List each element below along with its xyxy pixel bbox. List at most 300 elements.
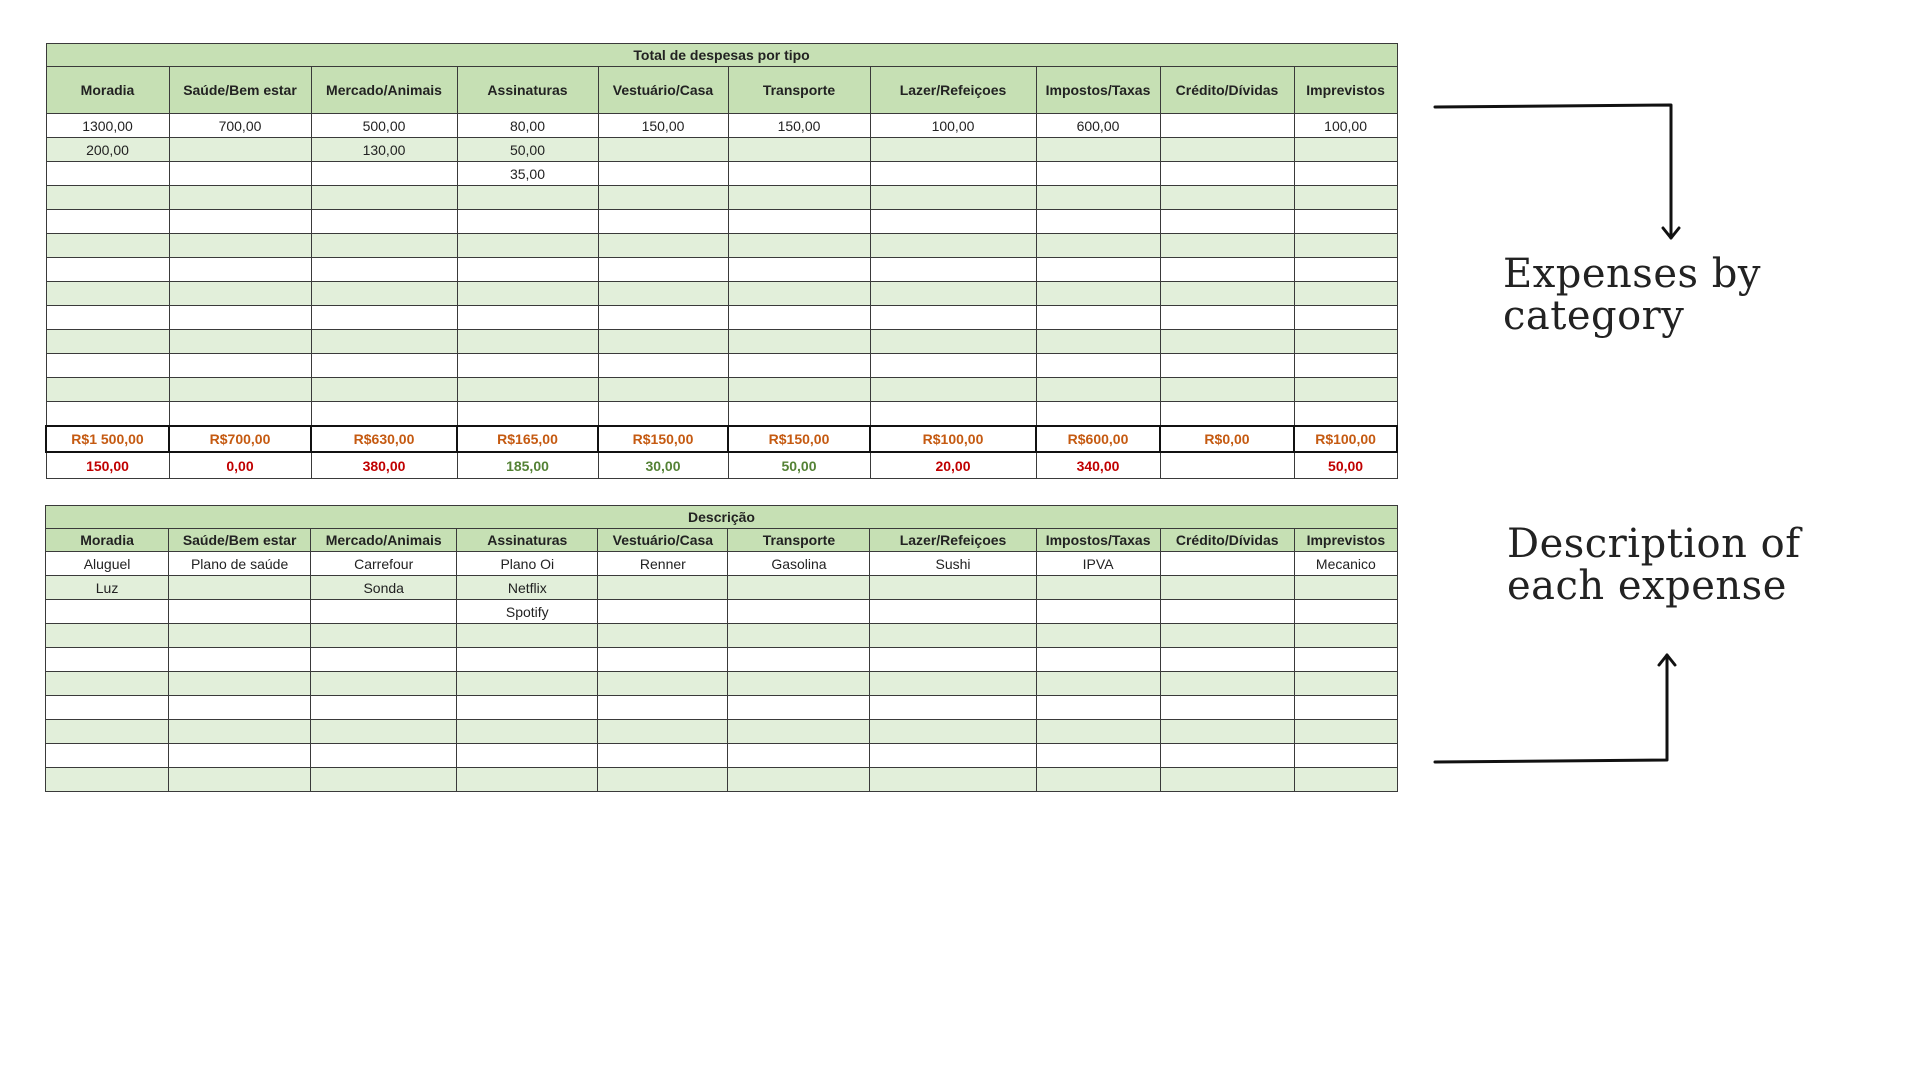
cell[interactable] <box>1294 744 1397 768</box>
cell[interactable] <box>169 624 311 648</box>
difference-cell[interactable]: 20,00 <box>870 452 1036 479</box>
cell[interactable] <box>870 624 1036 648</box>
cell[interactable] <box>457 744 598 768</box>
cell[interactable] <box>1160 138 1294 162</box>
cell[interactable] <box>728 282 870 306</box>
cell[interactable] <box>311 306 457 330</box>
cell[interactable] <box>46 234 169 258</box>
cell[interactable]: 150,00 <box>728 114 870 138</box>
cell[interactable] <box>728 402 870 427</box>
cell[interactable] <box>598 138 728 162</box>
cell[interactable] <box>728 378 870 402</box>
cell[interactable] <box>1160 378 1294 402</box>
cell[interactable] <box>728 576 870 600</box>
cell[interactable] <box>728 648 870 672</box>
column-header[interactable]: Crédito/Dívidas <box>1160 529 1294 552</box>
cell[interactable] <box>598 696 728 720</box>
cell[interactable] <box>457 648 598 672</box>
cell[interactable] <box>728 330 870 354</box>
column-header[interactable]: Transporte <box>728 67 870 114</box>
cell[interactable] <box>728 138 870 162</box>
table-row <box>46 402 1397 427</box>
expenses-annotation <box>1503 253 1761 337</box>
difference-cell[interactable]: 50,00 <box>728 452 870 479</box>
sum-cell[interactable]: R$100,00 <box>870 426 1036 452</box>
cell[interactable] <box>598 378 728 402</box>
cell[interactable] <box>457 768 598 792</box>
cell[interactable] <box>457 258 598 282</box>
table-row <box>46 600 1398 624</box>
cell[interactable] <box>598 330 728 354</box>
cell[interactable] <box>1036 138 1160 162</box>
table-row <box>46 234 1397 258</box>
cell[interactable] <box>169 234 311 258</box>
cell[interactable] <box>1036 402 1160 427</box>
difference-cell[interactable]: 150,00 <box>46 452 169 479</box>
cell[interactable] <box>311 282 457 306</box>
cell[interactable] <box>598 720 728 744</box>
cell[interactable] <box>311 354 457 378</box>
cell[interactable] <box>1160 672 1294 696</box>
difference-cell[interactable] <box>1160 452 1294 479</box>
cell[interactable] <box>870 306 1036 330</box>
cell[interactable] <box>1036 768 1160 792</box>
cell[interactable] <box>1160 354 1294 378</box>
cell[interactable]: 100,00 <box>1294 114 1397 138</box>
annotation-line: category <box>1503 293 1685 339</box>
cell[interactable] <box>1294 672 1397 696</box>
cell[interactable] <box>1036 720 1160 744</box>
table-row <box>46 552 1398 576</box>
cell[interactable] <box>46 744 169 768</box>
table-row <box>46 330 1397 354</box>
cell[interactable] <box>311 258 457 282</box>
cell[interactable]: Spotify <box>457 600 598 624</box>
cell[interactable] <box>46 354 169 378</box>
cell[interactable] <box>169 696 311 720</box>
cell[interactable]: Plano Oi <box>457 552 598 576</box>
description-table <box>45 505 1398 792</box>
cell[interactable] <box>311 744 457 768</box>
cell[interactable] <box>598 402 728 427</box>
cell[interactable] <box>728 210 870 234</box>
cell[interactable]: 130,00 <box>311 138 457 162</box>
cell[interactable] <box>1036 648 1160 672</box>
sum-cell[interactable]: R$150,00 <box>598 426 728 452</box>
cell[interactable] <box>311 624 457 648</box>
cell[interactable]: Luz <box>46 576 169 600</box>
cell[interactable] <box>169 138 311 162</box>
cell[interactable] <box>1294 306 1397 330</box>
cell[interactable] <box>728 600 870 624</box>
cell[interactable] <box>870 330 1036 354</box>
cell[interactable] <box>46 258 169 282</box>
cell[interactable] <box>870 282 1036 306</box>
cell[interactable] <box>598 162 728 186</box>
cell[interactable] <box>169 402 311 427</box>
cell[interactable] <box>728 624 870 648</box>
column-header[interactable]: Transporte <box>728 529 870 552</box>
cell[interactable] <box>169 162 311 186</box>
table-row <box>46 354 1397 378</box>
cell[interactable] <box>728 696 870 720</box>
cell[interactable] <box>1036 576 1160 600</box>
cell[interactable] <box>169 768 311 792</box>
cell[interactable] <box>1160 402 1294 427</box>
cell[interactable] <box>1036 744 1160 768</box>
cell[interactable]: 150,00 <box>598 114 728 138</box>
cell[interactable] <box>1294 282 1397 306</box>
cell[interactable] <box>1036 330 1160 354</box>
difference-cell[interactable]: 340,00 <box>1036 452 1160 479</box>
cell[interactable] <box>1160 552 1294 576</box>
column-header[interactable]: Assinaturas <box>457 529 598 552</box>
cell[interactable] <box>311 768 457 792</box>
cell[interactable] <box>1160 210 1294 234</box>
column-header[interactable]: Mercado/Animais <box>311 67 457 114</box>
cell[interactable] <box>728 186 870 210</box>
cell[interactable] <box>1036 258 1160 282</box>
cell[interactable] <box>1294 648 1397 672</box>
cell[interactable] <box>169 720 311 744</box>
cell[interactable] <box>598 648 728 672</box>
cell[interactable] <box>1036 162 1160 186</box>
cell[interactable] <box>311 162 457 186</box>
column-header[interactable]: Imprevistos <box>1294 67 1397 114</box>
cell[interactable] <box>311 378 457 402</box>
cell[interactable] <box>870 402 1036 427</box>
cell[interactable] <box>169 258 311 282</box>
cell[interactable] <box>457 402 598 427</box>
sum-cell[interactable]: R$150,00 <box>728 426 870 452</box>
table-title[interactable]: Total de despesas por tipo <box>46 44 1397 67</box>
cell[interactable] <box>1160 282 1294 306</box>
cell[interactable] <box>457 672 598 696</box>
cell[interactable] <box>870 600 1036 624</box>
cell[interactable] <box>598 576 728 600</box>
annotation-line: each expense <box>1507 563 1787 609</box>
cell[interactable] <box>598 744 728 768</box>
table-row <box>46 720 1398 744</box>
cell[interactable] <box>1294 258 1397 282</box>
cell[interactable]: IPVA <box>1036 552 1160 576</box>
cell[interactable] <box>1294 600 1397 624</box>
column-header[interactable]: Lazer/Refeiçoes <box>870 67 1036 114</box>
cell[interactable] <box>169 186 311 210</box>
column-header[interactable]: Imprevistos <box>1294 529 1397 552</box>
column-header[interactable]: Vestuário/Casa <box>598 529 728 552</box>
sum-cell[interactable]: R$630,00 <box>311 426 457 452</box>
cell[interactable] <box>1160 768 1294 792</box>
cell[interactable] <box>870 720 1036 744</box>
cell[interactable] <box>46 162 169 186</box>
cell[interactable] <box>1160 162 1294 186</box>
sum-cell[interactable]: R$165,00 <box>457 426 598 452</box>
cell[interactable] <box>598 354 728 378</box>
cell[interactable] <box>728 672 870 696</box>
cell[interactable] <box>870 354 1036 378</box>
cell[interactable] <box>1294 768 1397 792</box>
cell[interactable] <box>1160 720 1294 744</box>
cell[interactable] <box>870 672 1036 696</box>
cell[interactable] <box>169 672 311 696</box>
cell[interactable] <box>457 696 598 720</box>
cell[interactable] <box>46 720 169 744</box>
cell[interactable] <box>1294 402 1397 427</box>
cell[interactable] <box>311 696 457 720</box>
cell[interactable] <box>311 648 457 672</box>
column-header[interactable]: Vestuário/Casa <box>598 67 728 114</box>
cell[interactable]: 700,00 <box>169 114 311 138</box>
cell[interactable] <box>1294 234 1397 258</box>
cell[interactable] <box>1294 162 1397 186</box>
cell[interactable]: Renner <box>598 552 728 576</box>
cell[interactable] <box>1036 624 1160 648</box>
column-header[interactable]: Lazer/Refeiçoes <box>870 529 1036 552</box>
cell[interactable] <box>311 330 457 354</box>
cell[interactable] <box>598 186 728 210</box>
cell[interactable] <box>1294 720 1397 744</box>
cell[interactable]: 80,00 <box>457 114 598 138</box>
cell[interactable] <box>1294 354 1397 378</box>
cell[interactable] <box>728 744 870 768</box>
cell[interactable] <box>46 306 169 330</box>
difference-cell[interactable]: 30,00 <box>598 452 728 479</box>
arrow-up-icon <box>1435 655 1675 762</box>
cell[interactable]: Plano de saúde <box>169 552 311 576</box>
cell[interactable] <box>728 354 870 378</box>
arrow-down-icon <box>1435 105 1679 238</box>
table-row <box>46 306 1397 330</box>
difference-cell[interactable]: 185,00 <box>457 452 598 479</box>
cell[interactable] <box>46 186 169 210</box>
cell[interactable] <box>598 234 728 258</box>
cell[interactable] <box>1160 744 1294 768</box>
cell[interactable] <box>1294 576 1397 600</box>
cell[interactable] <box>1036 306 1160 330</box>
sum-cell[interactable]: R$700,00 <box>169 426 311 452</box>
cell[interactable] <box>1294 210 1397 234</box>
cell[interactable] <box>1160 234 1294 258</box>
cell[interactable]: 200,00 <box>46 138 169 162</box>
table-row <box>46 744 1398 768</box>
cell[interactable] <box>457 378 598 402</box>
cell[interactable] <box>1160 624 1294 648</box>
sum-row <box>46 426 1397 452</box>
cell[interactable] <box>1294 186 1397 210</box>
table-row <box>46 378 1397 402</box>
cell[interactable] <box>870 576 1036 600</box>
table-row <box>46 162 1397 186</box>
table-row <box>46 576 1398 600</box>
cell[interactable]: 100,00 <box>870 114 1036 138</box>
cell[interactable] <box>1036 234 1160 258</box>
sum-cell[interactable]: R$100,00 <box>1294 426 1397 452</box>
cell[interactable] <box>598 306 728 330</box>
table-row <box>46 210 1397 234</box>
cell[interactable]: Sushi <box>870 552 1036 576</box>
column-header[interactable]: Saúde/Bem estar <box>169 529 311 552</box>
cell[interactable] <box>1160 258 1294 282</box>
cell[interactable] <box>870 744 1036 768</box>
cell[interactable] <box>598 258 728 282</box>
cell[interactable] <box>457 354 598 378</box>
cell[interactable] <box>457 234 598 258</box>
cell[interactable] <box>457 720 598 744</box>
cell[interactable] <box>1160 306 1294 330</box>
cell[interactable] <box>870 162 1036 186</box>
sum-cell[interactable]: R$0,00 <box>1160 426 1294 452</box>
table-row <box>46 138 1397 162</box>
annotation-line: Description of <box>1507 521 1801 567</box>
cell[interactable] <box>46 648 169 672</box>
cell[interactable] <box>1160 648 1294 672</box>
cell[interactable] <box>728 768 870 792</box>
difference-cell[interactable]: 380,00 <box>311 452 457 479</box>
cell[interactable]: 35,00 <box>457 162 598 186</box>
cell[interactable]: Aluguel <box>46 552 169 576</box>
cell[interactable] <box>598 672 728 696</box>
sum-cell[interactable]: R$600,00 <box>1036 426 1160 452</box>
cell[interactable] <box>728 258 870 282</box>
cell[interactable] <box>46 768 169 792</box>
cell[interactable] <box>870 378 1036 402</box>
cell[interactable] <box>1036 672 1160 696</box>
cell[interactable]: 50,00 <box>457 138 598 162</box>
cell[interactable] <box>598 600 728 624</box>
cell[interactable] <box>598 210 728 234</box>
cell[interactable] <box>1294 330 1397 354</box>
cell[interactable] <box>870 768 1036 792</box>
cell[interactable]: Sonda <box>311 576 457 600</box>
difference-row <box>46 452 1397 479</box>
cell[interactable] <box>1036 210 1160 234</box>
column-header[interactable]: Impostos/Taxas <box>1036 67 1160 114</box>
cell[interactable]: 600,00 <box>1036 114 1160 138</box>
cell[interactable] <box>311 210 457 234</box>
column-header[interactable]: Impostos/Taxas <box>1036 529 1160 552</box>
cell[interactable] <box>1160 186 1294 210</box>
cell[interactable] <box>1294 696 1397 720</box>
table-row <box>46 624 1398 648</box>
cell[interactable] <box>169 354 311 378</box>
cell[interactable] <box>311 600 457 624</box>
difference-cell[interactable]: 50,00 <box>1294 452 1397 479</box>
column-header[interactable]: Saúde/Bem estar <box>169 67 311 114</box>
cell[interactable]: Netflix <box>457 576 598 600</box>
cell[interactable]: 1300,00 <box>46 114 169 138</box>
table-row <box>46 696 1398 720</box>
cell[interactable] <box>169 330 311 354</box>
cell[interactable] <box>870 186 1036 210</box>
cell[interactable] <box>1036 186 1160 210</box>
cell[interactable] <box>870 138 1036 162</box>
cell[interactable] <box>169 210 311 234</box>
cell[interactable] <box>728 234 870 258</box>
column-header[interactable]: Crédito/Dívidas <box>1160 67 1294 114</box>
cell[interactable] <box>1160 600 1294 624</box>
cell[interactable] <box>1036 378 1160 402</box>
cell[interactable] <box>311 234 457 258</box>
cell[interactable] <box>46 600 169 624</box>
cell[interactable] <box>46 330 169 354</box>
cell[interactable] <box>46 696 169 720</box>
column-header[interactable]: Moradia <box>46 529 169 552</box>
cell[interactable] <box>1160 114 1294 138</box>
cell[interactable] <box>169 576 311 600</box>
sum-cell[interactable]: R$1 500,00 <box>46 426 169 452</box>
cell[interactable] <box>870 234 1036 258</box>
cell[interactable] <box>169 282 311 306</box>
cell[interactable] <box>1036 354 1160 378</box>
difference-cell[interactable]: 0,00 <box>169 452 311 479</box>
cell[interactable] <box>728 720 870 744</box>
cell[interactable] <box>598 282 728 306</box>
cell[interactable] <box>457 186 598 210</box>
cell[interactable] <box>46 282 169 306</box>
cell[interactable] <box>1294 624 1397 648</box>
cell[interactable] <box>1294 138 1397 162</box>
cell[interactable] <box>46 378 169 402</box>
cell[interactable] <box>457 306 598 330</box>
cell[interactable] <box>728 162 870 186</box>
cell[interactable] <box>311 672 457 696</box>
cell[interactable] <box>169 600 311 624</box>
cell[interactable]: 500,00 <box>311 114 457 138</box>
cell[interactable] <box>870 210 1036 234</box>
cell[interactable] <box>46 672 169 696</box>
table-row <box>46 114 1397 138</box>
cell[interactable] <box>1160 330 1294 354</box>
table-row <box>46 186 1397 210</box>
cell[interactable] <box>311 402 457 427</box>
column-header[interactable]: Moradia <box>46 67 169 114</box>
cell[interactable] <box>46 624 169 648</box>
cell[interactable] <box>1160 696 1294 720</box>
cell[interactable] <box>46 402 169 427</box>
cell[interactable] <box>1160 576 1294 600</box>
column-header[interactable]: Assinaturas <box>457 67 598 114</box>
table-row <box>46 282 1397 306</box>
cell[interactable] <box>311 720 457 744</box>
cell[interactable] <box>870 648 1036 672</box>
cell[interactable] <box>870 696 1036 720</box>
cell[interactable] <box>1036 600 1160 624</box>
cell[interactable] <box>457 624 598 648</box>
cell[interactable] <box>169 306 311 330</box>
cell[interactable]: Carrefour <box>311 552 457 576</box>
cell[interactable]: Gasolina <box>728 552 870 576</box>
cell[interactable] <box>1036 282 1160 306</box>
cell[interactable]: Mecanico <box>1294 552 1397 576</box>
cell[interactable] <box>169 378 311 402</box>
cell[interactable] <box>1036 696 1160 720</box>
cell[interactable] <box>457 210 598 234</box>
cell[interactable] <box>46 210 169 234</box>
cell[interactable] <box>457 282 598 306</box>
cell[interactable] <box>598 624 728 648</box>
cell[interactable] <box>169 744 311 768</box>
cell[interactable] <box>728 306 870 330</box>
cell[interactable] <box>1294 378 1397 402</box>
cell[interactable] <box>598 768 728 792</box>
table-title[interactable]: Descrição <box>46 506 1398 529</box>
cell[interactable] <box>169 648 311 672</box>
column-header[interactable]: Mercado/Animais <box>311 529 457 552</box>
cell[interactable] <box>311 186 457 210</box>
cell[interactable] <box>870 258 1036 282</box>
cell[interactable] <box>457 330 598 354</box>
